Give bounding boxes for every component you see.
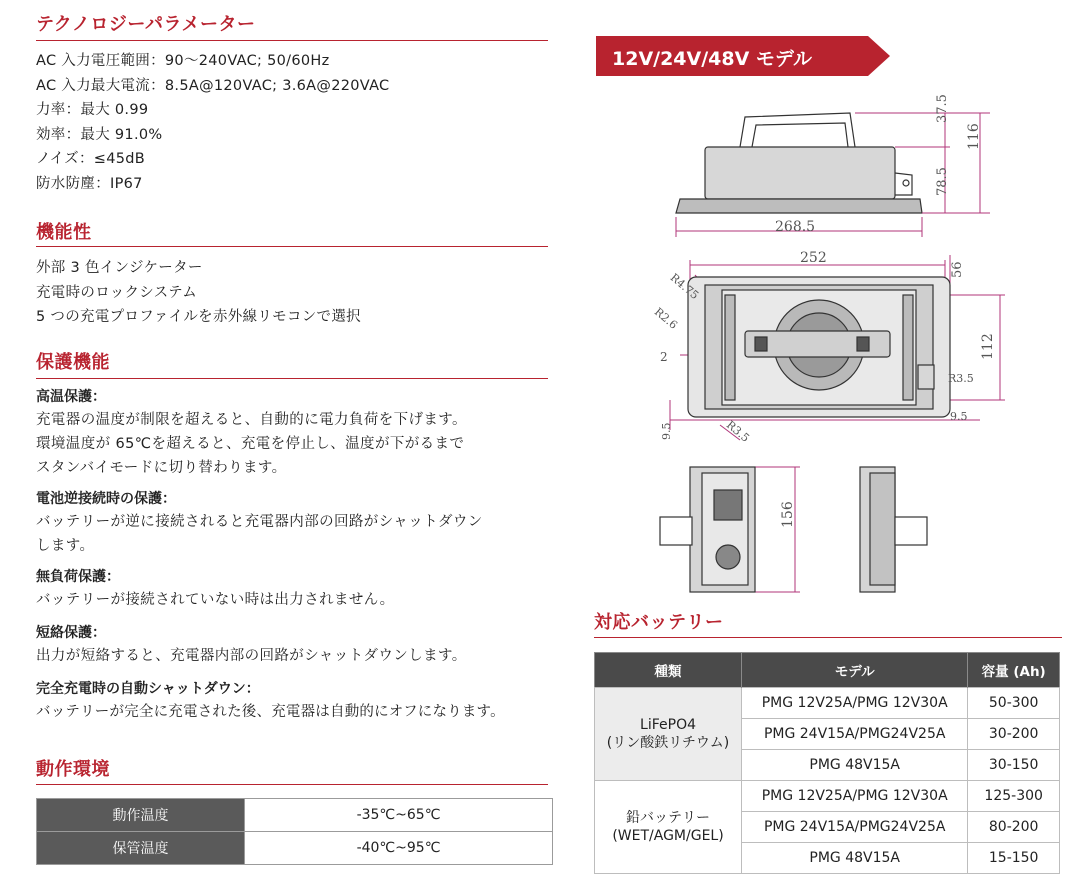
capacity-cell: 15-150 [968, 843, 1060, 874]
battery-type-desc: (リン酸鉄リチウム) [606, 735, 730, 751]
spec-item: ノイズ：≤45dB [36, 151, 146, 167]
protection-heading: 短絡保護： [36, 625, 106, 641]
dim-radius-4: R3.5 [723, 418, 752, 445]
battery-type-cell [595, 781, 742, 874]
feature-item: 外部 3 色インジケーター [36, 260, 203, 276]
spec-item: AC 入力最大電流：8.5A@120VAC; 3.6A@220VAC [36, 77, 390, 94]
dim-offset-2: 2 [660, 350, 668, 364]
battery-table [594, 652, 1060, 874]
section-divider [36, 246, 548, 247]
table-row [37, 832, 553, 865]
model-banner [596, 36, 890, 76]
protection-text: 充電器の温度が制限を超えると、自動的に電力負荷を下げます。 [36, 412, 467, 428]
dim-offset-95b: 9.5 [950, 410, 968, 423]
model-cell: PMG 24V15A/PMG24V25A [742, 812, 968, 843]
capacity-cell: 30-150 [968, 750, 1060, 781]
features-list [36, 256, 361, 330]
dim-top-h2: 78.5 [935, 167, 950, 196]
dim-radius-3: R3.5 [948, 372, 974, 385]
dim-plan-width: 252 [800, 250, 827, 266]
dim-plan-height: 112 [980, 333, 996, 360]
battery-type-name: LiFePO4 [640, 717, 696, 733]
dim-top-h1: 37.5 [935, 94, 950, 123]
protection-heading: 高温保護： [36, 389, 106, 405]
table-header-row [595, 653, 1060, 688]
spec-item: 効率：最大 91.0% [36, 126, 163, 143]
protection-text: スタンバイモードに切り替わります。 [36, 460, 287, 476]
table-row [37, 799, 553, 832]
section-divider [36, 378, 548, 379]
capacity-cell: 30-200 [968, 719, 1060, 750]
col-header-capacity: 容量 (Ah) [968, 653, 1060, 688]
table-row [595, 781, 1060, 812]
col-header-model: モデル [742, 653, 968, 688]
col-header-type: 種類 [595, 653, 742, 688]
model-cell: PMG 12V25A/PMG 12V30A [742, 688, 968, 719]
dim-top-width: 268.5 [775, 219, 816, 235]
battery-type-name: 鉛バッテリー [626, 810, 711, 826]
dim-offset-95a: 9.5 [660, 422, 673, 440]
section-title-technology: テクノロジーパラメーター [36, 14, 256, 35]
spec-item: 防水防塵：IP67 [36, 175, 143, 192]
spec-item: AC 入力電圧範囲：90～240VAC; 50/60Hz [36, 53, 330, 69]
section-divider [36, 784, 548, 785]
battery-type-cell [595, 688, 742, 781]
section-divider [594, 637, 1062, 638]
dim-radius-1: R4.75 [667, 270, 702, 303]
section-divider [36, 40, 548, 41]
section-title-features: 機能性 [36, 222, 92, 243]
feature-item: 充電時のロックシステム [36, 284, 198, 301]
feature-item: 5 つの充電プロファイルを赤外線リモコンで選択 [36, 309, 361, 325]
protection-heading: 無負荷保護： [36, 569, 120, 585]
protection-text: します。 [36, 538, 95, 554]
model-cell: PMG 48V15A [742, 750, 968, 781]
capacity-cell: 80-200 [968, 812, 1060, 843]
env-value: -35℃~65℃ [245, 799, 553, 832]
capacity-cell: 50-300 [968, 688, 1060, 719]
env-label: 動作温度 [37, 799, 245, 832]
model-banner-text: 12V/24V/48V モデル [612, 48, 812, 70]
table-row [595, 688, 1060, 719]
battery-type-desc: (WET/AGM/GEL) [612, 828, 724, 844]
section-title-environment: 動作環境 [36, 759, 110, 780]
spec-item: 力率：最大 0.99 [36, 102, 149, 118]
protection-heading: 完全充電時の自動シャットダウン： [36, 681, 260, 697]
environment-table [36, 798, 553, 865]
protection-text: バッテリーが接続されていない時は出力されません。 [36, 592, 395, 608]
capacity-cell: 125-300 [968, 781, 1060, 812]
charger-dimension-drawing [650, 95, 1010, 600]
protection-text: バッテリーが逆に接続されると充電器内部の回路がシャットダウン [36, 514, 483, 530]
dim-radius-2: R2.6 [651, 305, 680, 332]
protection-text: 出力が短絡すると、充電器内部の回路がシャットダウンします。 [36, 648, 467, 664]
env-value: -40℃~95℃ [245, 832, 553, 865]
protection-list [36, 386, 556, 724]
section-title-battery: 対応バッテリー [594, 612, 724, 633]
model-cell: PMG 12V25A/PMG 12V30A [742, 781, 968, 812]
model-cell: PMG 24V15A/PMG24V25A [742, 719, 968, 750]
protection-heading: 電池逆接続時の保護： [36, 491, 176, 507]
protection-text: バッテリーが完全に充電された後、充電器は自動的にオフになります。 [36, 704, 505, 720]
model-cell: PMG 48V15A [742, 843, 968, 874]
technology-list [36, 49, 389, 196]
dim-side-height: 156 [780, 501, 796, 528]
section-title-protection: 保護機能 [36, 352, 110, 373]
dim-plan-side: 56 [950, 261, 965, 278]
dim-top-total: 116 [966, 123, 982, 150]
env-label: 保管温度 [37, 832, 245, 865]
protection-text: 環境温度が 65℃を超えると、充電を停止し、温度が下がるまで [36, 436, 465, 452]
